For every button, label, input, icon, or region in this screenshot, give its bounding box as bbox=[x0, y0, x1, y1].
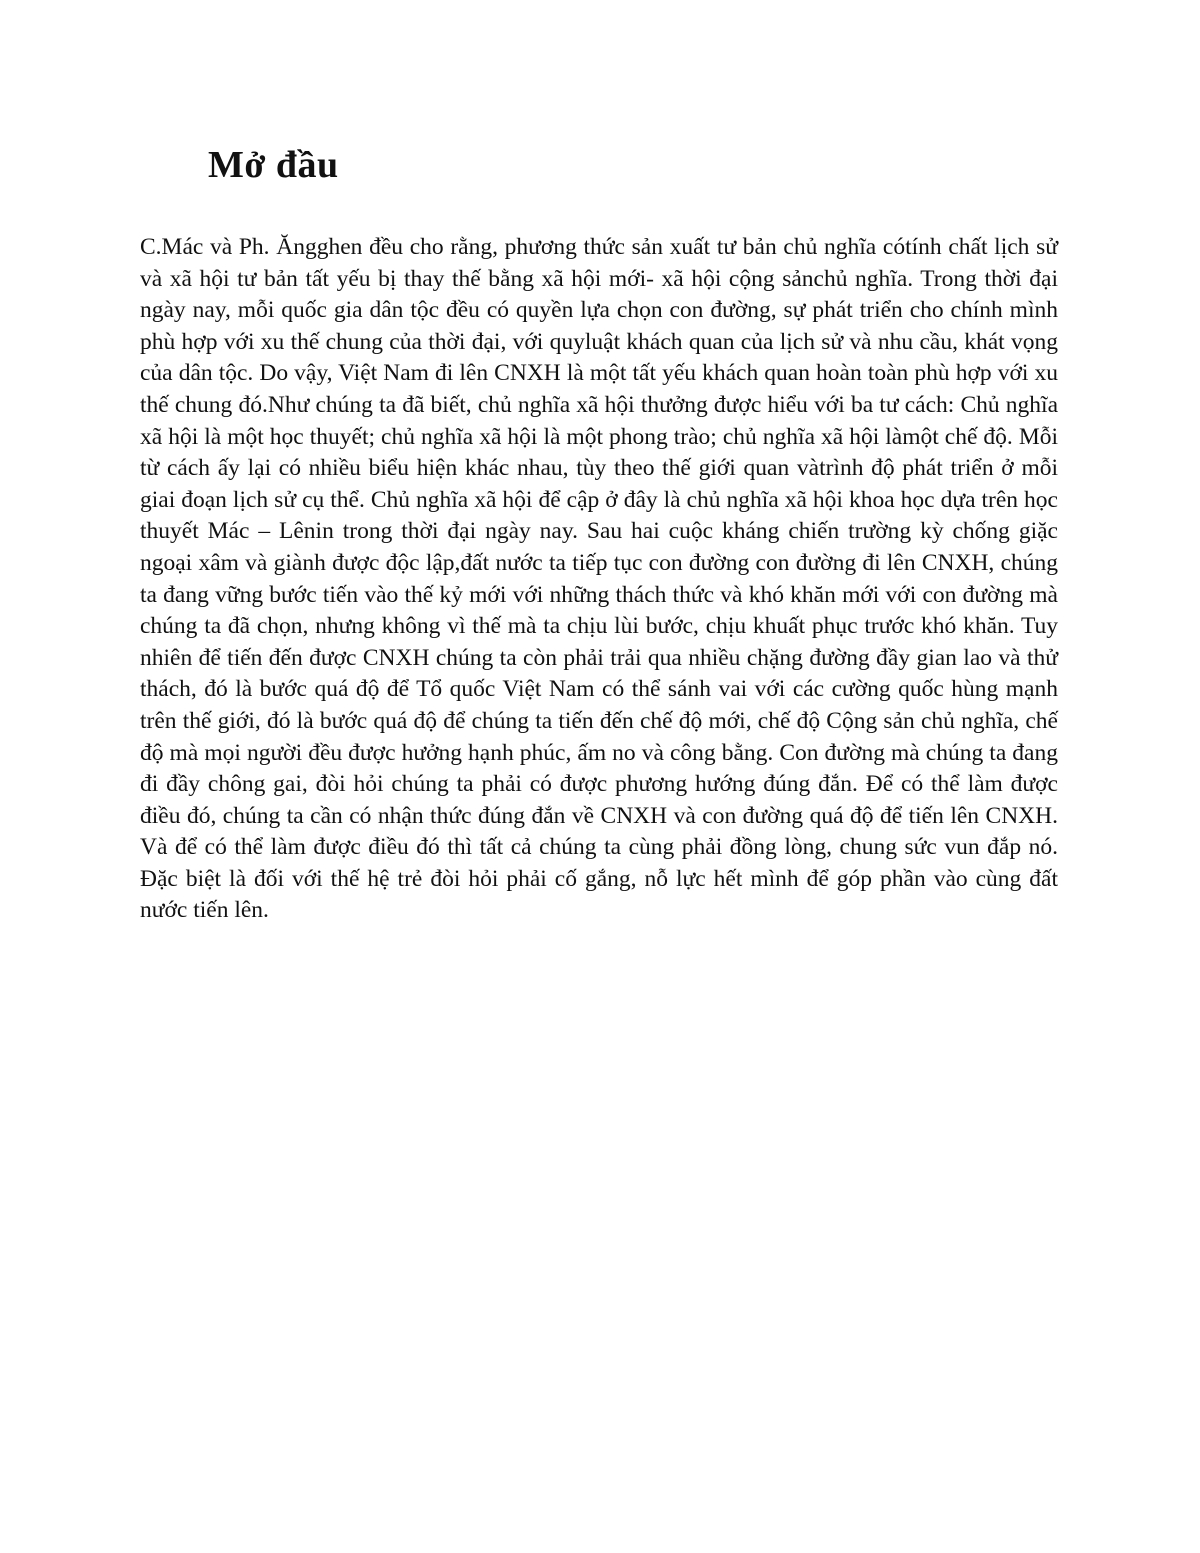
document-heading: Mở đầu bbox=[208, 144, 339, 186]
document-paragraph: C.Mác và Ph. Ăngghen đều cho rằng, phương thức sản xuất tư bản chủ nghĩa cótính chất lịch sử và xã hội tư bản tất yếu bị thay thế bằng xã hội mới- xã hội cộng sảnchủ nghĩa. Trong thời đại ngày nay, mỗi quốc gia dân tộc đều có quyền lựa chọn con đường, sự phát triển cho chính mình phù hợp với xu thế chung của thời đại, với quyluật khách quan của lịch sử và nhu cầu, khát vọng của dân tộc. Do vậy, Việt Nam đi lên CNXH là một tất yếu khách quan hoàn toàn phù hợp với xu thế chung đó.Như chúng ta đã biết, chủ nghĩa xã hội thưởng được hiểu với ba tư cách: Chủ nghĩa xã hội là một học thuyết; chủ nghĩa xã hội là một phong trào; chủ nghĩa xã hội làmột chế độ. Mỗi từ cách ấy lại có nhiều biểu hiện khác nhau, tùy theo thế giới quan vàtrình độ phát triển ở mỗi giai đoạn lịch sử cụ thể. Chủ nghĩa xã hội để cập ở đây là chủ nghĩa xã hội khoa học dựa trên học thuyết Mác – Lênin trong thời đại ngày nay. Sau hai cuộc kháng chiến trường kỳ chống giặc ngoại xâm và giành được độc lập,đất nước ta tiếp tục con đường con đường đi lên CNXH, chúng ta đang vững bước tiến vào thế kỷ mới với những thách thức và khó khăn mới với con đường mà chúng ta đã chọn, nhưng không vì thế mà ta chịu lùi bước, chịu khuất phục trước khó khăn. Tuy nhiên để tiến đến được CNXH chúng ta còn phải trải qua nhiều chặng đường đầy gian lao và thử thách, đó là bước quá độ để Tổ quốc Việt Nam có thể sánh vai với các cường quốc hùng mạnh trên thế giới, đó là bước quá độ để chúng ta tiến đến chế độ mới, chế độ Cộng sản chủ nghĩa, chế độ mà mọi người đều được hưởng hạnh phúc, ấm no và công bằng. Con đường mà chúng ta đang đi đầy chông gai, đòi hỏi chúng ta phải có được phương hướng đúng đắn. Để có thể làm được điều đó, chúng ta cần có nhận thức đúng đắn về CNXH và con đường quá độ để tiến lên CNXH. Và để có thể làm được điều đó thì tất cả chúng ta cùng phải đồng lòng, chung sức vun đắp nó. Đặc biệt là đối với thế hệ trẻ đòi hỏi phải cố gắng, nỗ lực hết mình để góp phần vào cùng đất nước tiến lên. bbox=[140, 234, 1058, 924]
